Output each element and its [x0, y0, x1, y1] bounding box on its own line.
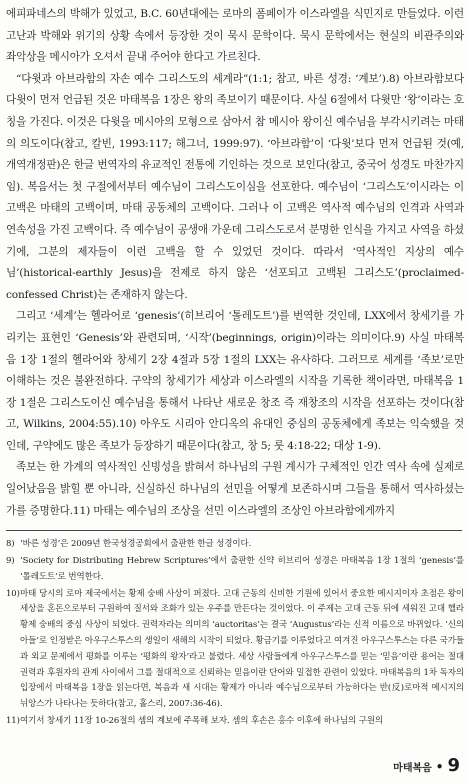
footnotes	[6, 537, 464, 730]
page-footer	[393, 755, 460, 776]
footnote-divider	[6, 530, 462, 531]
footnote-text: 마태 당시의 로마 제국에서는 황제 숭배 사상이 퍼졌다. 고대 근동의 신비한 기원에 있어서 중요한 메시지이자 초점은 왕이 세상을 혼돈으로부터 구원하여 질서와 조화가 있는 우주를 만든다는 것이었다. 이 주제는 고대 근동 뒤에 세워진 고대 헬라 황제 숭배의 중심 사상이 되었다. 권력자라는 의미의 ‘auctoritas’는 결국 ‘Augustus’라는 신적 이름으로 바뀌었다. ‘신의 아들’로 인정받은 아우구스투스의 생일이 새해의 시작이 되었다. 황금기를 이루었다고 여겨진 아우구스투스는 다른 국가들과 외교 문제에서 평화를 이루는 ‘평화의 왕자’라고 불렸다. 세상 사람들에게 아우구스투스를 믿는 ‘믿음’이란 용어는 절대 권력과 후원자의 관계 사이에서 그를 절대적으로 신뢰하는 믿음이란 단어와 밀접한 관련이 있었다. 마태복음의 1차 독자의 입장에서 마태복음 1장을 읽는다면, 복음과 새 시대는 황제가 아니라 예수님으로부터 가능하다는 반(反)로마적 메시지의 뉘앙스가 나타나는 듯하다(참고, 홀스리, 2007:36-46).	[20, 588, 464, 710]
footnote-9	[6, 554, 464, 586]
footnote-text: ‘Society for Distributing Hebrew Scriptures’에서 출판한 신약 히브리어 성경은 마태복음 1장 1절의 ‘genesis’를 ‘톨레도트’로 번역한다.	[20, 556, 464, 582]
page	[6, 4, 464, 731]
footnote-text: 여기서 창세기 11장 10-26절의 셈의 계보에 주목해 보자. 셈의 후손은 홍수 이후에 하나님의 구원의	[20, 716, 384, 727]
paragraph-1: 에피파네스의 박해가 있었고, B.C. 60년대에는 로마의 폼페이가 이스라엘을 식민지로 만들었다. 이런 고난과 박해와 위기의 상황 속에서 등장한 것이 묵시 문학이다. 묵시 문학에서는 현실의 비관주의와 좌악상을 메시아가 오셔서 끝내 주어야 한다고 가르친다.	[6, 8, 464, 64]
paragraph-2: “다윗과 아브라함의 자손 예수 그리스도의 세계라”(1:1; 참고, 바른 성경: ‘계보’).8) 아브라함보다 다윗이 먼저 언급된 것은 마태복음 1장은 왕의 족보이기 때문이다. 사실 6절에서 다윗만 ‘왕’이라는 호칭을 가진다. 이것은 다윗을 메시아의 모형으로 삼아서 참 메시아 왕이신 예수님을 부각시키려는 마태의 의도이다(참고, 칼빈, 1993:117; 해그너, 1999:97). ‘아브라함’이 ‘다윗’보다 먼저 언급된 것(예, 개역개정판)은 한글 번역자의 유교적인 전통에 기인하는 것으로 보인다(참고, 중국어 성경도 마찬가지임). 복음서는 첫 구절에서부터 예수님이 그리스도이심을 선포한다. 예수님이 ‘그리스도’이시라는 이 고백은 마태의 고백이며, 마태 공동체의 고백이다. 그러나 이 고백은 역사적 예수님의 인격과 사역과 연속성을 가진 고백이다. 즉 예수님이 공생애 가운데 그리스도로서 분명한 인식을 가지고 사역을 하셨기에, 그분의 제자들이 이런 고백을 할 수 있었던 것이다. 따라서 ‘역사적인 지상의 예수님’(historical-earthly Jesus)을 전제로 하지 않은 ‘선포되고 고백된 그리스도’(proclaimed-confessed Christ)는 존재하지 않는다.	[6, 72, 464, 301]
footnote-number: 9)	[6, 556, 15, 567]
main-text	[6, 4, 464, 522]
footnote-text: ‘바른 성경’은 2009년 한국성경공회에서 출판한 한글 성경이다.	[20, 539, 252, 550]
footnote-10	[6, 587, 464, 713]
paragraph-4: 족보는 한 가계의 역사적인 신빙성을 밝혀서 하나님의 구원 계시가 구체적인 인간 역사 속에 실제로 일어났음을 밝힐 뿐 아니라, 신실하신 하나님의 선민을 어떻게 보존하시며 그들을 통해서 역사하셨는가를 증명한다.11) 마태는 예수님의 조상을 선민 이스라엘의 조상인 아브라함에게까지	[6, 461, 464, 517]
page-number: 9	[447, 755, 460, 776]
footer-separator: •	[435, 760, 444, 774]
paragraph-3: 그리고 ‘세계’는 헬라어로 ‘genesis’(히브리어 ‘톨레도트’)를 번역한 것인데, LXX에서 창세기를 가리키는 표현인 ‘Genesis’와 관련되며, ‘시작’(beginnings, origin)이라는 의미이다.9) 사실 마태복음 1장 1절의 헬라어와 창세기 2장 4절과 5장 1절의 LXX는 유사하다. 그러므로 세계를 ‘족보’로만 이해하는 것은 불완전하다. 구약의 창세기가 세상과 이스라엘의 시작을 기록한 책이라면, 마태복음 1장 1절은 그리스도이신 예수님을 통해서 나타난 새로운 창조 즉 재창조의 시작을 선포하는 것이다(참고, Wilkins, 2004:55).10) 아우도 시리아 안디옥의 유대인 중심의 공동체에게 족보는 익숙했을 것인데, 구약에도 많은 족보가 등장하기 때문이다(참고, 창 5; 룻 4:18-22; 대상 1-9).	[6, 310, 464, 452]
running-section-title: 마태복음	[393, 763, 432, 774]
footnote-number: 8)	[6, 539, 15, 550]
footnote-8	[6, 537, 464, 553]
footnote-number: 11)	[6, 716, 20, 727]
footnote-number: 10)	[6, 588, 20, 599]
footnote-11	[6, 714, 464, 730]
